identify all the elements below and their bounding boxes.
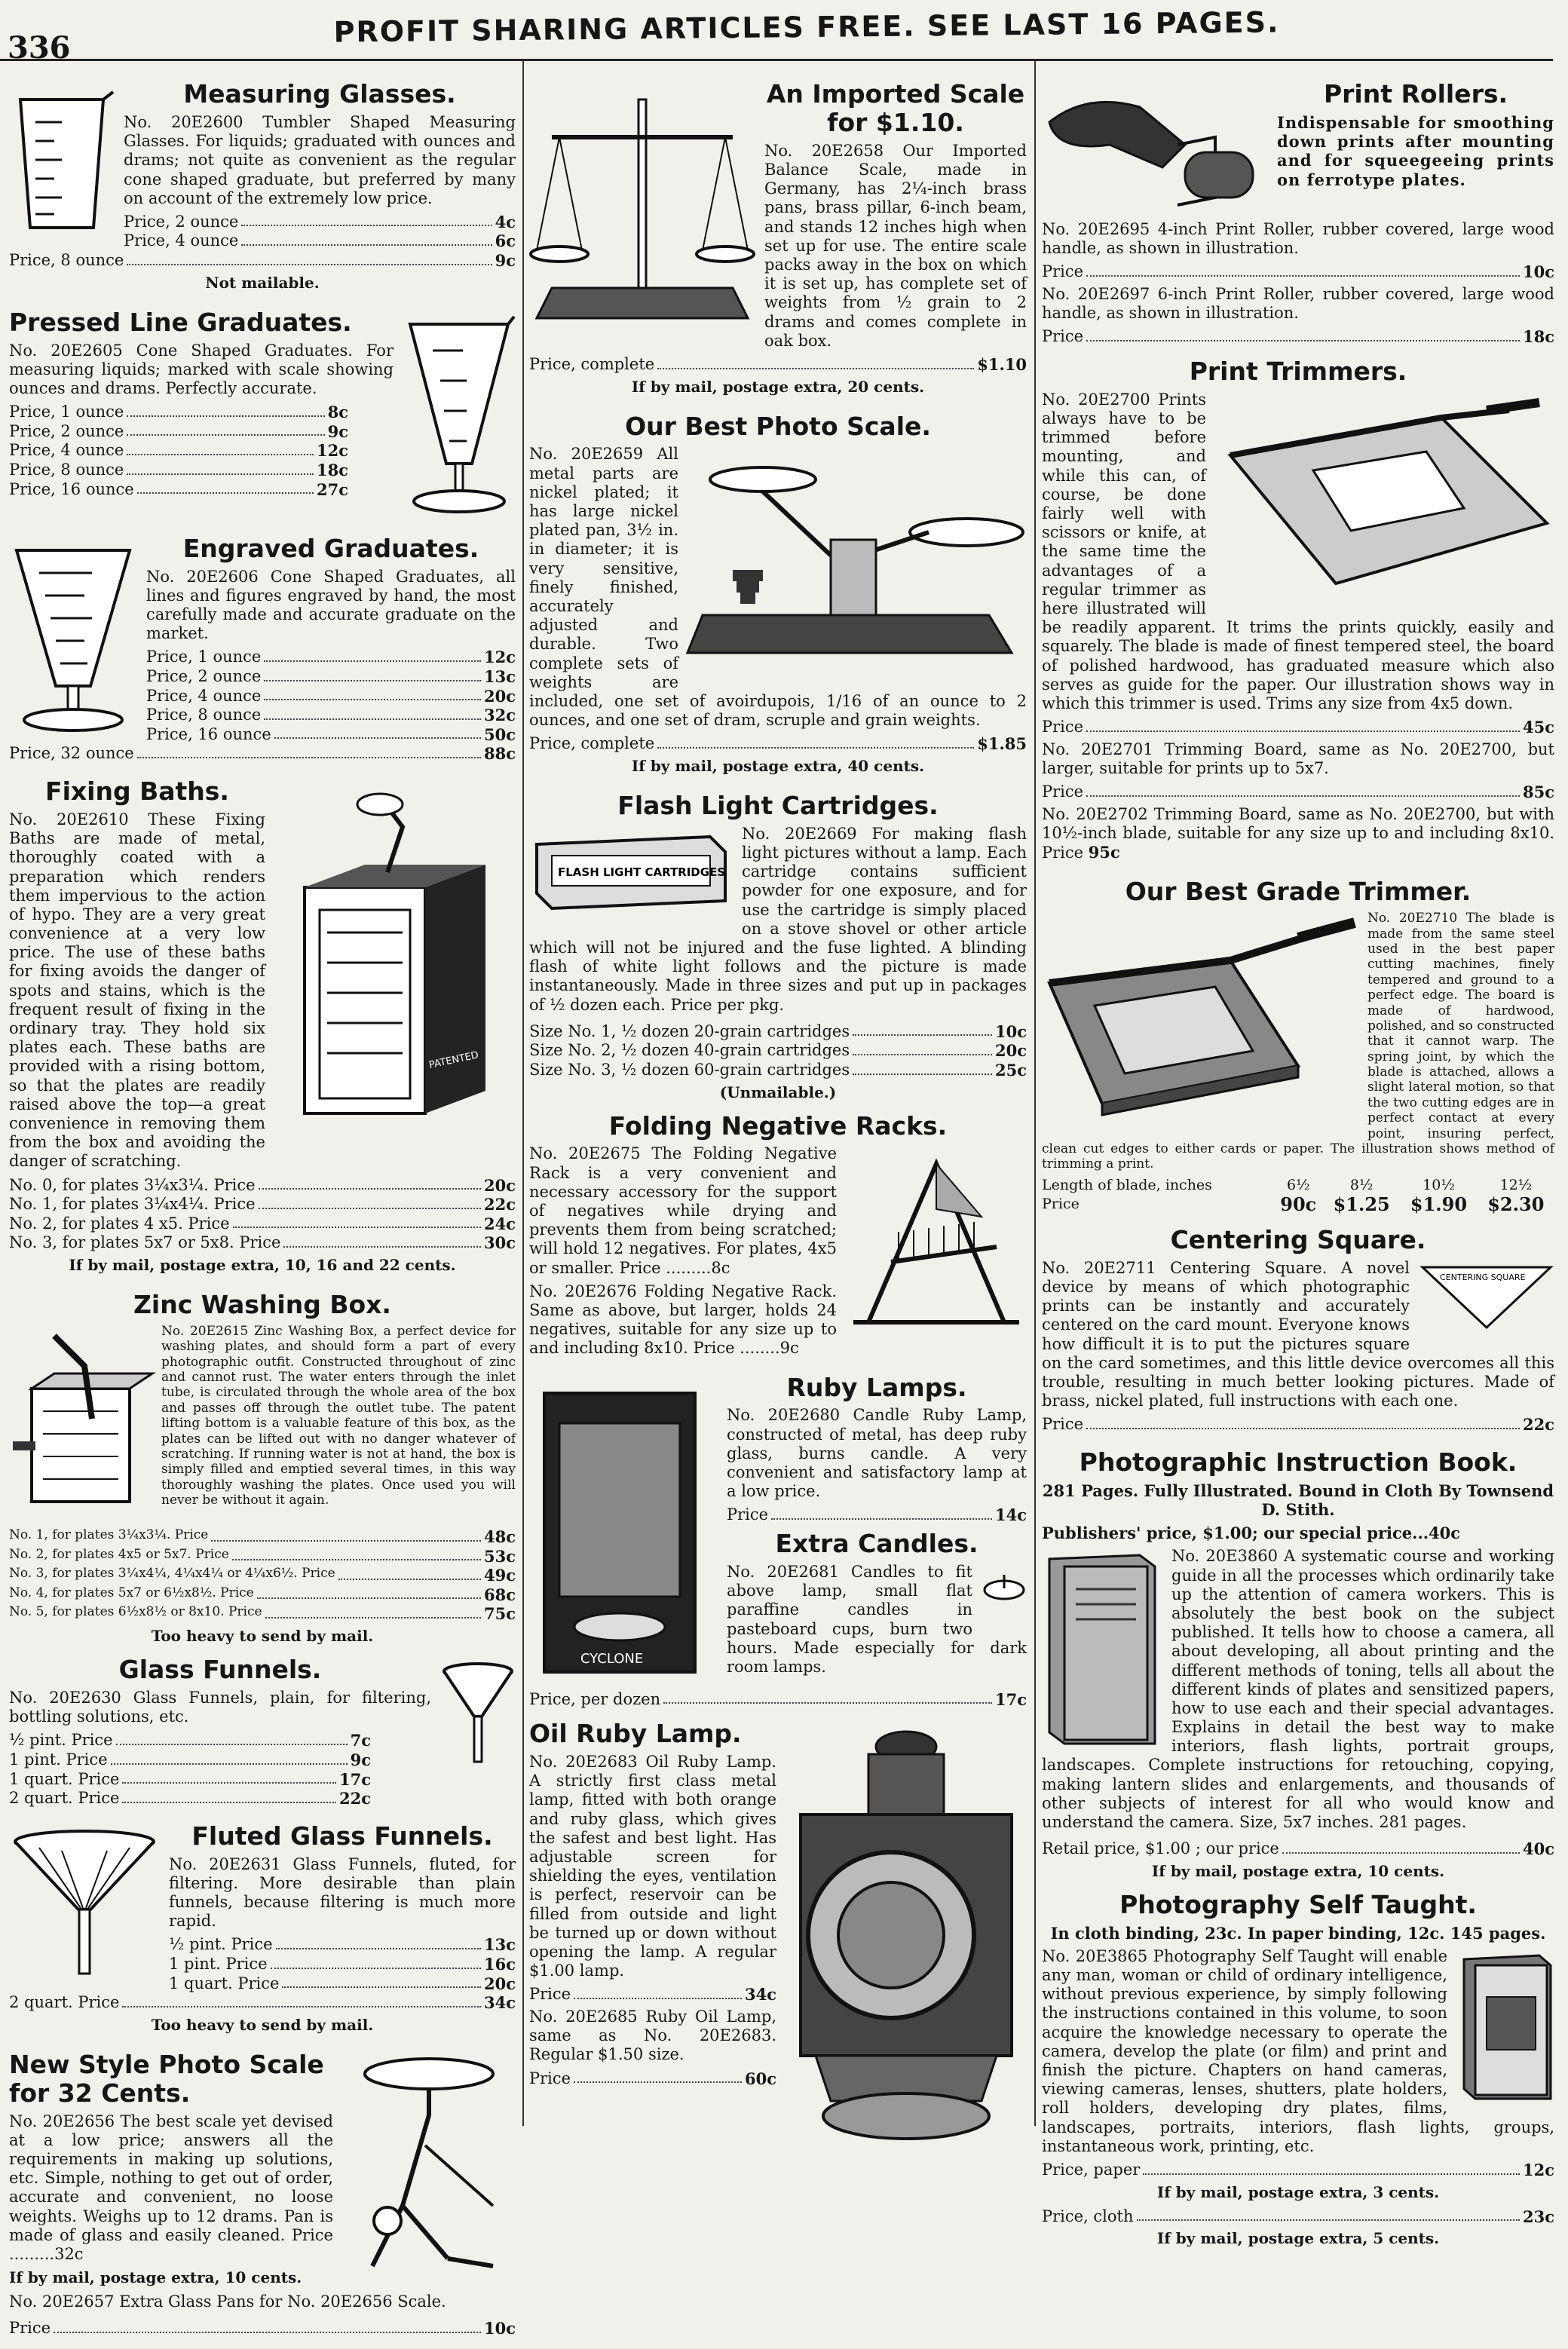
- fluted-funnels-note: Too heavy to send by mail.: [151, 2015, 374, 2034]
- best-grade-trimmer-desc: No. 20E2710 The blade is made from the same steel used in the best paper cutting machines, finely tempered and ground to a perfect edge. The board is made of hardwood, polished, and so constructed that it cannot warp. The spring joint, by which the blade is attached, allows a slight lateral motion, so that the two cutting edges are in perfect contact at every point, insuring perfect, clean cut edges to either cards or paper. The illustration shows method of trimming a print.: [1042, 911, 1554, 1172]
- fluted-funnel-illustration: [9, 1827, 160, 1980]
- instruction-book-subtitle: 281 Pages. Fully Illustrated. Bound in Cloth By Townsend D. Stith.: [1042, 1481, 1554, 1519]
- candle-ruby-lamp-illustration: [529, 1378, 718, 1683]
- price-row: Size No. 3, ½ dozen 60-grain cartridges 25c: [529, 1060, 1027, 1080]
- price-row: Price, 2 ounce 13c: [146, 667, 516, 686]
- funnel-illustration: [440, 1660, 516, 1769]
- print-rollers-title: Print Rollers.: [1323, 79, 1508, 109]
- zinc-washing-section: [9, 1291, 516, 1645]
- price-row: Price, 8 ounce 9c: [9, 251, 516, 271]
- fluted-funnels-title: Fluted Glass Funnels.: [191, 1821, 493, 1851]
- pressed-graduates-prices: [9, 403, 348, 499]
- engraved-graduates-desc: No. 20E2606 Cone Shaped Graduates, all lines and figures engraved by hand, the most carefully made and accurate graduate on the market.: [146, 567, 516, 643]
- negative-racks-title: Folding Negative Racks.: [608, 1110, 948, 1141]
- price-row: 2 quart. Price 22c: [9, 1789, 371, 1808]
- price-row: No. 0, for plates 3¼x3¼. Price 20c: [9, 1175, 516, 1195]
- instruction-book-desc: No. 20E3860 A systematic course and working guide in all the processes which ordinarily take up the attention of camera workers. This is absolutely the best book on the subject published. It tells how to choose a camera, all about developing, all about printing and the different methods of toning, tells all about the different kinds of plates and sensitized papers, how to use each and their special advantages. Explains in detail the best way to make interiors, flash lights, portrait groups, landscapes. Complete instructions for retouching, copying, making lantern slides and enlargements, and thousands of other subjects of interest for all who would know and understand the camera. Size, 5x7 inches. 281 pages.: [1042, 1547, 1554, 1831]
- price-row: Price, paper 12c: [1042, 2160, 1554, 2179]
- fixing-bath-illustration: [274, 782, 516, 1132]
- pressed-graduate-illustration: [403, 313, 516, 519]
- flash-cartridges-section: [529, 792, 1027, 1101]
- oil-ruby-lamp-title: Oil Ruby Lamp.: [529, 1719, 742, 1749]
- trimming-board-5x7-desc: No. 20E2701 Trimming Board, same as No. 20E2700, but larger, suitable for prints up to 5x7.: [1042, 740, 1554, 777]
- not-mailable-note: Not mailable.: [205, 273, 320, 292]
- oil-ruby-lamp-illustration: [786, 1724, 1027, 2149]
- centering-square-label: CENTERING SQUARE: [1440, 1272, 1526, 1282]
- negative-racks-desc-2: No. 20E2676 Folding Negative Rack. Same as above, but larger, holds 24 negatives, suitable for any size up to and including 8x10. Price ........9c: [529, 1282, 837, 1358]
- self-taught-subtitle: In cloth binding, 23c. In paper binding, 12c. 145 pages.: [1050, 1923, 1546, 1943]
- price-row: ½ pint. Price 7c: [9, 1731, 371, 1750]
- fixing-baths-prices: [9, 1176, 516, 1253]
- trimming-board-5x7-prices: [1042, 782, 1554, 802]
- patented-label: PATENTED: [427, 1049, 480, 1071]
- print-roller-6in-desc: No. 20E2697 6-inch Print Roller, rubber covered, large wood handle, as shown in illustration.: [1042, 284, 1554, 323]
- glass-funnels-title: Glass Funnels.: [118, 1654, 322, 1684]
- balance-scale-illustration: [529, 84, 755, 336]
- price-row: Price 45c: [1042, 718, 1554, 737]
- column-divider-2: [1034, 60, 1036, 2126]
- negative-racks-desc: No. 20E2675 The Folding Negative Rack is a very convenient and necessary accessory for the support of negatives while drying and prevents them from being scratched; will hold 12 negatives. For plates, 4x5 or smaller. Price .........8c: [529, 1144, 837, 1277]
- centering-square-desc: No. 20E2711 Centering Square. A novel device by means of which photographic prints can be instantly and accurately centered on the card mount. Everyone knows how difficult it is to put the pictures square on the card sometimes, and this little device overcomes all this trouble, resulting in much better looking pictures. Made of brass, nickel plated, full instructions with each one.: [1042, 1258, 1554, 1410]
- page-number: 336: [8, 30, 71, 66]
- flash-cartridges-desc: No. 20E2669 For making flash light pictures without a lamp. Each cartridge contains sufficient powder for one exposure, and for use the cartridge is simply placed on a stove shovel or other article which will not be injured and the fuse lighted. A blinding flash of white light follows and the picture is made instantaneously. Made in three sizes and put up in packages of ½ dozen each. Price per pkg.: [529, 824, 1027, 1014]
- instruction-book-section: [1042, 1448, 1554, 1880]
- self-taught-note: If by mail, postage extra, 3 cents.: [1156, 2182, 1440, 2201]
- best-grade-trimmer-title: Our Best Grade Trimmer.: [1125, 877, 1472, 907]
- print-trimmers-title: Print Trimmers.: [1189, 356, 1407, 386]
- price-row: No. 1, for plates 3¼x4¼. Price 22c: [9, 1195, 516, 1214]
- new-style-scale-title: New Style Photo Scale for 32 Cents.: [9, 2049, 324, 2108]
- measuring-glass-illustration: [9, 84, 115, 238]
- cyclone-label: CYCLONE: [580, 1650, 644, 1667]
- price-row: Price, 4 ounce 12c: [9, 441, 348, 461]
- price-row: No. 5, for plates 6½x8½ or 8x10. Price 75c: [9, 1604, 516, 1624]
- fixing-baths-section: [9, 777, 516, 1280]
- oil-ruby-lamp-desc: No. 20E2683 Oil Ruby Lamp. A strictly first class metal lamp, fitted with both orange and ruby glass, which gives the safest and best light. Has adjustable screen for shielding the eyes, ventilation is perfect, reservoir can be filled from outside and light be turned up or down without opening the lamp. A regular $1.00 lamp.: [529, 1753, 776, 1980]
- instruction-book-illustration: [1042, 1551, 1162, 1750]
- print-roller-illustration: [1042, 84, 1268, 216]
- price-row: Price, 32 ounce 88c: [9, 744, 516, 764]
- price-row: No. 2, for plates 4x5 or 5x7. Price 53c: [9, 1546, 516, 1566]
- price-row: Price 60c: [529, 2069, 776, 2088]
- flash-cartridges-note: (Unmailable.): [719, 1083, 837, 1101]
- fluted-funnels-section: [9, 1822, 516, 2040]
- price-row: Price, 16 ounce 50c: [146, 724, 516, 744]
- fixing-baths-note: If by mail, postage extra, 10, 16 and 22 cents.: [69, 1255, 456, 1274]
- column-1: [9, 75, 516, 2349]
- price-row: Price, 8 ounce 32c: [146, 706, 516, 725]
- best-photo-scale-desc: No. 20E2659 All metal parts are nickel plated; it has large nickel plated pan, 3½ in. in diameter; it is very sensitive, finely finished, accurately adjusted and durable. Two complete sets of weights are included, one set of avoirdupois, 1/16 of an ounce to 2 ounces, and one set of dram, scruple and grain weights.: [529, 445, 1027, 730]
- price-row: 1 quart. Price 20c: [169, 1974, 516, 1993]
- best-photo-scale-section: [529, 412, 1027, 781]
- negative-rack-illustration: [846, 1149, 1027, 1340]
- price-row: Price 14c: [727, 1505, 1027, 1525]
- engraved-graduates-title: Engraved Graduates.: [182, 533, 479, 563]
- price-row: Price, 1 ounce 12c: [146, 648, 516, 667]
- price-row: Size No. 1, ½ dozen 20-grain cartridges 10c: [529, 1021, 1027, 1041]
- self-taught-title: Photography Self Taught.: [1119, 1889, 1477, 1919]
- price-row: Price 10c: [1042, 262, 1554, 282]
- price-row: Price 34c: [529, 1985, 776, 2004]
- price-row: Price 18c: [1042, 327, 1554, 347]
- print-trimmers-section: [1042, 357, 1554, 867]
- pressed-graduates-title: Pressed Line Graduates.: [9, 307, 352, 337]
- zinc-washing-title: Zinc Washing Box.: [133, 1289, 391, 1319]
- print-rollers-section: [1042, 80, 1554, 347]
- extra-glass-pans-prices: [9, 2319, 516, 2338]
- pressed-graduates-desc: No. 20E2605 Cone Shaped Graduates. For measuring liquids; marked with scale showing ounces and drams. Perfectly accurate.: [9, 341, 394, 398]
- flash-cartridge-box-illustration: [529, 829, 733, 915]
- column-divider-1: [522, 60, 524, 2126]
- instruction-book-publisher-price: Publishers' price, $1.00; our special price...40c: [1042, 1524, 1461, 1543]
- extra-candles-title: Extra Candles.: [775, 1529, 978, 1559]
- column-3: [1042, 75, 1554, 2264]
- centering-square-title: Centering Square.: [1170, 1224, 1426, 1254]
- fixing-baths-title: Fixing Baths.: [45, 776, 229, 807]
- print-trimmers-prices: [1042, 718, 1554, 737]
- instruction-book-note: If by mail, postage extra, 10 cents.: [1151, 1861, 1445, 1880]
- instruction-book-title: Photographic Instruction Book.: [1079, 1447, 1517, 1477]
- imported-scale-section: [529, 80, 1027, 402]
- print-roller-6in-prices: [1042, 327, 1554, 347]
- price-row: Price 10c: [9, 2319, 516, 2338]
- best-photo-scale-title: Our Best Photo Scale.: [625, 411, 931, 441]
- imported-scale-title: An Imported Scale for $1.10.: [766, 79, 1025, 137]
- centering-square-section: [1042, 1226, 1554, 1438]
- oil-ruby-lamp-section: [529, 1720, 1027, 2154]
- photo-scale-illustration: [342, 2055, 516, 2284]
- price-row: Price, 8 ounce 18c: [9, 461, 348, 480]
- zinc-washing-prices: [9, 1527, 516, 1624]
- cartridge-box-label: FLASH LIGHT CARTRIDGES: [558, 865, 726, 879]
- trimmer-price-table: [1042, 1177, 1554, 1215]
- glass-funnels-section: [9, 1655, 516, 1812]
- trimmer-price-row: Price 90c $1.25 $1.90 $2.30: [1042, 1193, 1545, 1215]
- price-row: No. 4, for plates 5x7 or 6½x8½. Price 68c: [9, 1585, 516, 1604]
- price-row: Price, 2 ounce 9c: [9, 421, 348, 441]
- price-row: No. 1, for plates 3¼x3¼. Price 48c: [9, 1527, 516, 1546]
- ruby-lamps-title: Ruby Lamps.: [786, 1372, 967, 1402]
- price-row: Price, complete $1.85: [529, 734, 1027, 754]
- column-2: [529, 75, 1027, 2164]
- best-photo-scale-note: If by mail, postage extra, 40 cents.: [631, 756, 925, 775]
- self-taught-book-illustration: [1456, 1952, 1554, 2106]
- page-header: PROFIT SHARING ARTICLES FREE. SEE LAST 16 PAGES.: [333, 5, 1280, 49]
- self-taught-note-2: If by mail, postage extra, 5 cents.: [1156, 2229, 1440, 2248]
- price-row: Price, complete $1.10: [529, 354, 1027, 374]
- price-row: Price, 2 ounce 4c: [124, 212, 516, 231]
- print-trimmer-illustration: [1215, 395, 1554, 602]
- price-row: Price, 16 ounce 27c: [9, 479, 348, 499]
- ruby-lamps-section: [529, 1374, 1027, 1710]
- zinc-washing-note: Too heavy to send by mail.: [151, 1626, 374, 1645]
- best-grade-trimmer-section: [1042, 877, 1554, 1215]
- glass-funnels-desc: No. 20E2630 Glass Funnels, plain, for filtering, bottling solutions, etc.: [9, 1688, 431, 1726]
- price-row: 1 pint. Price 16c: [169, 1955, 516, 1974]
- measuring-glasses-desc: No. 20E2600 Tumbler Shaped Measuring Glasses. For liquids; graduated with ounces and drams; not quite as convenient as the regular cone shaped graduate, but preferred by many on account of the extremely low price.: [124, 112, 516, 207]
- print-rollers-desc: Indispensable for smoothing down prints after mounting and for squeegeeing prints on ferrotype plates.: [1277, 112, 1554, 189]
- candle-illustration: [982, 1567, 1027, 1616]
- price-row: Price, 1 ounce 8c: [9, 403, 348, 422]
- trimming-board-8x10-desc: No. 20E2702 Trimming Board, same as No. 20E2700, but with 10½-inch blade, suitable for any size up to and including 8x10. Price 95c: [1042, 804, 1554, 862]
- measuring-glasses-title: Measuring Glasses.: [183, 79, 456, 109]
- zinc-washing-desc: No. 20E2615 Zinc Washing Box, a perfect device for washing plates, and should form a part of every photographic outfit. Constructed throughout of zinc and cannot rust. The water enters through the inlet tube, is circulated through the whole area of the box and passes off through the outlet tube. The patent lifting bottom is a valuable feature of this box, as the plates can be lifted out with no danger whatever of scratching. If running water is not at hand, the box is simply filled and emptied several times, in this way thoroughly washing the plates. Once used you will never be without it again.: [161, 1323, 516, 1508]
- price-row: Size No. 2, ½ dozen 40-grain cartridges 20c: [529, 1041, 1027, 1061]
- blade-length-label: Length of blade, inches: [1042, 1176, 1212, 1193]
- imported-scale-note: If by mail, postage extra, 20 cents.: [631, 377, 925, 396]
- best-photo-scale-prices: [529, 734, 1027, 754]
- pressed-graduates-section: [9, 308, 516, 524]
- price-row: ½ pint. Price 13c: [169, 1935, 516, 1955]
- centering-square-prices: [1042, 1415, 1554, 1435]
- price-row: Price, 4 ounce 20c: [146, 686, 516, 706]
- oil-ruby-lamp-desc-2: No. 20E2685 Ruby Oil Lamp, same as No. 20E2683. Regular $1.50 size.: [529, 2007, 776, 2064]
- price-row: No. 3, for plates 3¼x4¼, 4¼x4¼ or 4¼x6½. Price 49c: [9, 1566, 516, 1585]
- engraved-graduate-illustration: [9, 539, 137, 738]
- price-row: Retail price, $1.00 ; our price 40c: [1042, 1839, 1554, 1859]
- price-row: 1 pint. Price 9c: [9, 1750, 371, 1769]
- print-trimmers-desc: No. 20E2700 Prints always have to be trimmed before mounting, and while this can, of course, be done fairly well with scissors or knife, at the same time the advantages of a regular trimmer as here illustrated will be readily apparent. It trims the prints quickly, easily and squarely. The blade is made of finest tempered steel, the board of polished hardwood, has graduated measure which also serves as guide for the paper. Our illustration shows way in which this trimmer is used. Trims any size from 4x5 down.: [1042, 390, 1554, 712]
- ruby-lamps-desc: No. 20E2680 Candle Ruby Lamp, constructed of metal, has deep ruby glass, burns candle. A very convenient and satisfactory lamp at a low price.: [727, 1406, 1027, 1501]
- flash-cartridges-title: Flash Light Cartridges.: [617, 790, 939, 820]
- price-row: 2 quart. Price 34c: [9, 1993, 516, 2013]
- extra-candles-prices: [529, 1690, 1027, 1710]
- price-row: Price 85c: [1042, 782, 1554, 802]
- centering-square-illustration: [1419, 1263, 1554, 1334]
- photo-scale-nickel-illustration: [688, 449, 1027, 671]
- instruction-book-prices: [1042, 1839, 1554, 1859]
- glass-funnels-prices: [9, 1731, 371, 1808]
- self-taught-cloth-prices: [1042, 2207, 1554, 2227]
- self-taught-section: [1042, 1891, 1554, 2253]
- negative-racks-section: [529, 1112, 1027, 1363]
- header-rule: [0, 59, 1553, 61]
- best-grade-trimmer-illustration: [1042, 915, 1358, 1122]
- new-style-scale-section: [9, 2050, 516, 2338]
- self-taught-desc: No. 20E3865 Photography Self Taught will enable any man, woman or child of ordinary intelligence, without previous experience, by simply following the instructions contained in this volume, to soon acquire the knowledge necessary to operate the camera, develop the plate (or film) and print and finish the picture. Chapters on hand cameras, viewing cameras, lenses, shutters, plate holders, roll holders, developing dry plates, films, landscapes, portraits, interiors, flash lights, groups, instantaneous work, printing, etc.: [1042, 1946, 1554, 2155]
- fixing-baths-desc: No. 20E2610 These Fixing Baths are made of metal, thoroughly coated with a preparation which renders them impervious to the action of hypo. They are a very great convenience at a very low price. The use of these baths for fixing avoids the danger of spots and stains, which is the frequent result of fixing in the ordinary tray. They hold six plates each. These baths are provided with a rising bottom, so that the plates are readily raised above the top—a great convenience in removing them from the box and avoiding the danger of scratching.: [9, 810, 265, 1171]
- price-row: No. 3, for plates 5x7 or 5x8. Price 30c: [9, 1233, 516, 1253]
- price-row: 1 quart. Price 17c: [9, 1769, 371, 1789]
- new-style-scale-desc: No. 20E2656 The best scale yet devised at a low price; answers all the requirements in making up solutions, etc. Simple, nothing to get out of order, accurate and convenient, no loose weights. Weighs up to 12 drams. Pan is made of glass and easily cleaned. Price .........32c: [9, 2112, 333, 2264]
- zinc-box-illustration: [9, 1328, 152, 1520]
- extra-glass-pans-desc: No. 20E2657 Extra Glass Pans for No. 20E2656 Scale.: [9, 2292, 446, 2311]
- engraved-graduates-section: [9, 534, 516, 767]
- price-row: Price, cloth 23c: [1042, 2207, 1554, 2226]
- blade-length-row: Length of blade, inches 6½ 8½ 10½ 12½: [1042, 1176, 1533, 1193]
- imported-scale-prices: [529, 355, 1027, 375]
- price-row: Price, 4 ounce 6c: [124, 231, 516, 251]
- imported-scale-desc: No. 20E2658 Our Imported Balance Scale, made in Germany, has 2¼-inch brass pans, brass pillar, 6-inch beam, and stands 12 inches high when set up for use. The entire scale packs away in the box on which it is set up, has complete set of weights from ½ grain to 2 drams and comes complete in oak box.: [764, 141, 1027, 350]
- print-roller-4in-desc: No. 20E2695 4-inch Print Roller, rubber covered, large wood handle, as shown in illustration.: [1042, 220, 1554, 258]
- flash-cartridges-prices: [529, 1022, 1027, 1080]
- fluted-funnels-desc: No. 20E2631 Glass Funnels, fluted, for filtering. More desirable than plain funnels, because filtering is much more rapid.: [169, 1854, 516, 1931]
- self-taught-paper-prices: [1042, 2161, 1554, 2180]
- measuring-glasses-section: [9, 80, 516, 298]
- extra-candles-desc: No. 20E2681 Candles to fit above lamp, small flat paraffine candles in pasteboard cups, burn two hours. Made especially for dark room lamps.: [727, 1562, 1027, 1676]
- price-row: Price 22c: [1042, 1415, 1554, 1435]
- print-roller-4in-prices: [1042, 262, 1554, 282]
- new-style-scale-note: If by mail, postage extra, 10 cents.: [9, 2268, 302, 2287]
- price-row: Price, per dozen 17c: [529, 1689, 1027, 1709]
- price-row: No. 2, for plates 4 x5. Price 24c: [9, 1214, 516, 1233]
